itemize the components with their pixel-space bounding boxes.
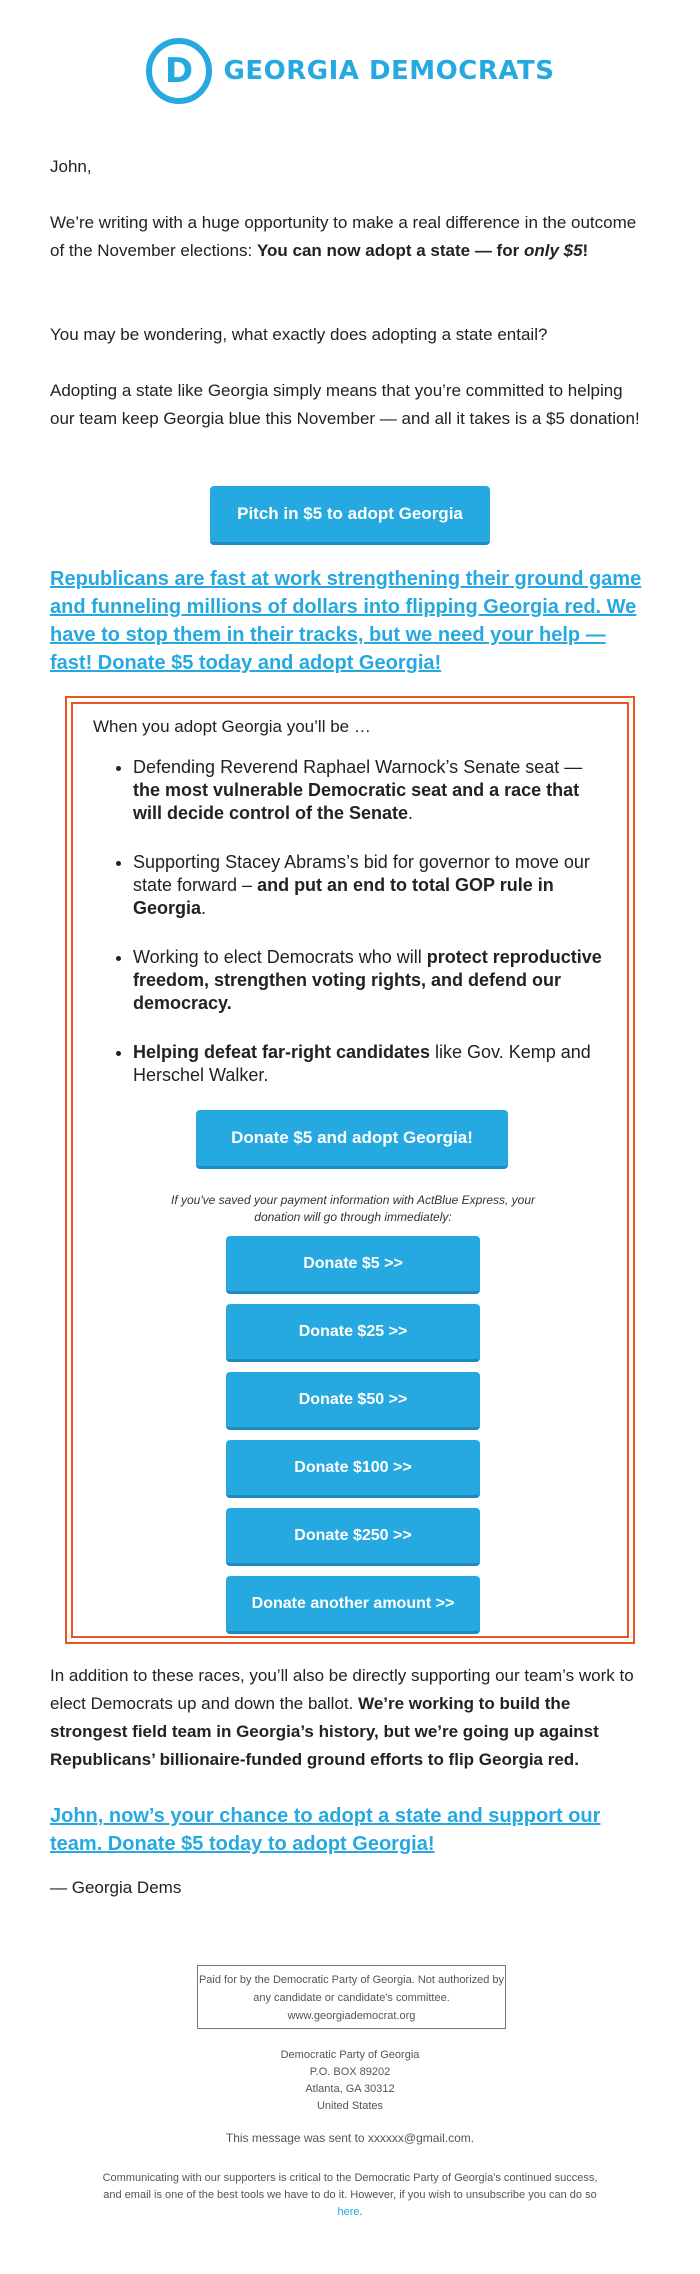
donate-250-button[interactable]: Donate $250 >> [226, 1508, 480, 1566]
donate-100-button[interactable]: Donate $100 >> [226, 1440, 480, 1498]
intro-paragraph: We’re writing with a huge opportunity to make a real difference in the outcome of the November elections: You can now adopt a state — for only $5! [50, 213, 637, 260]
republicans-donate-link[interactable]: Republicans are fast at work strengthening their ground game and funneling millions of dollars into flipping Georgia red. We have to stop them in their tracks, but we need your help — fast! Donate $5 today and adopt Georgia! [50, 568, 642, 674]
donate-other-amount-button[interactable]: Donate another amount >> [226, 1576, 480, 1634]
donate-25-button[interactable]: Donate $25 >> [226, 1304, 480, 1362]
adopt-georgia-box [65, 696, 635, 1644]
signoff: — Georgia Dems [50, 1878, 182, 1897]
sent-to-notice: This message was sent to xxxxxx@gmail.com. [225, 2131, 475, 2145]
svg-text:D: D [164, 51, 193, 91]
donate-5-button[interactable]: Donate $5 >> [226, 1236, 480, 1294]
mailing-address: Democratic Party of Georgia P.O. BOX 89202 Atlanta, GA 30312 United States [280, 2049, 420, 2112]
list-item: • Helping defeat far-right candidates like Gov. Kemp and Herschel Walker. [133, 1041, 613, 1087]
greeting: John, [50, 157, 92, 176]
donate-adopt-button[interactable]: Donate $5 and adopt Georgia! [196, 1110, 508, 1169]
unsubscribe-link[interactable]: here [337, 2206, 360, 2218]
list-item: • Supporting Stacey Abrams’s bid for governor to move our state forward – and put an end to total GOP rule in Georgia. [133, 851, 613, 920]
express-note: If you've saved your payment information with ActBlue Express, your donation will go through immediately: [170, 1193, 535, 1224]
box-intro: When you adopt Georgia you’ll be … [93, 717, 371, 736]
support-paragraph: In addition to these races, you’ll also be directly supporting our team’s work to elect Democrats up and down the ballot. We’re working to build the strongest field team in Georgia’s history, but we’re going up against Republicans’ billionaire-funded ground efforts to flip Georgia red. [50, 1666, 634, 1769]
final-donate-link[interactable]: John, now’s your chance to adopt a state and support our team. Donate $5 today to adopt Georgia! [50, 1805, 601, 1855]
pitch-in-button[interactable]: Pitch in $5 to adopt Georgia [210, 486, 490, 545]
paid-for-disclaimer: Paid for by the Democratic Party of Georgia. Not authorized by any candidate or candidate's committee. www.georgiademocrat.org [197, 1965, 506, 2029]
question-paragraph: You may be wondering, what exactly does adopting a state entail? [50, 325, 548, 344]
explain-paragraph: Adopting a state like Georgia simply means that you’re committed to helping our team keep Georgia blue this November — and all it takes is a $5 donation! [50, 381, 640, 428]
header-logo[interactable] [0, 38, 700, 104]
unsubscribe-paragraph: Communicating with our supporters is critical to the Democratic Party of Georgia's continued success, and email is one of the best tools we have to do it. However, if you wish to unsubscribe you can do so here. [102, 2172, 598, 2218]
logo-text: GEORGIA DEMOCRATS [223, 56, 555, 86]
democrats-d-logo-icon [146, 38, 212, 104]
list-item: • Defending Reverend Raphael Warnock’s Senate seat — the most vulnerable Democratic seat and a race that will decide control of the Senate. [133, 756, 613, 825]
list-item: • Working to elect Democrats who will protect reproductive freedom, strengthen voting rights, and defend our democracy. [133, 946, 613, 1015]
benefits-list [93, 756, 613, 1087]
donate-50-button[interactable]: Donate $50 >> [226, 1372, 480, 1430]
